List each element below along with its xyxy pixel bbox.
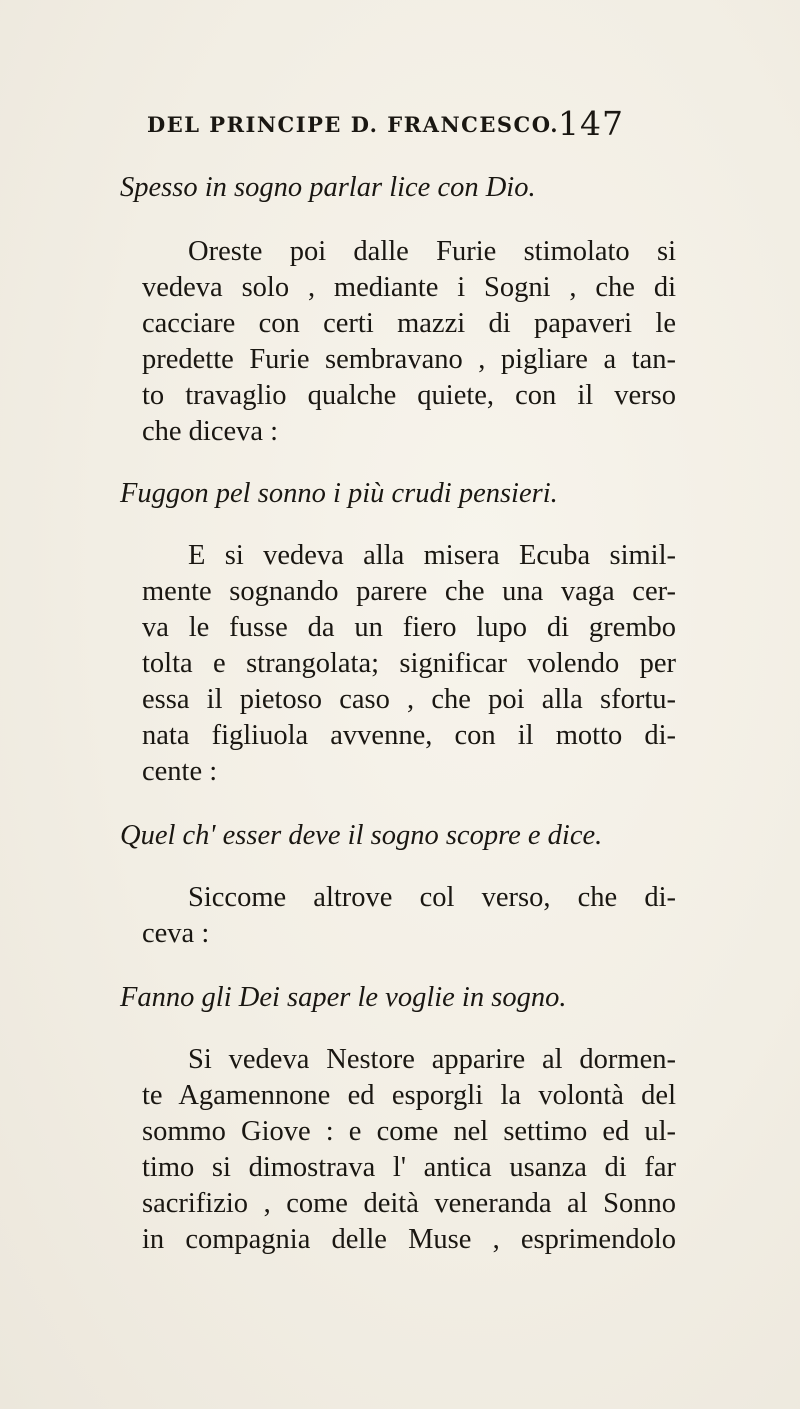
text-line: in compagnia delle Muse , esprimendolo <box>142 1224 676 1255</box>
text-line: che diceva : <box>142 416 279 447</box>
body-text <box>90 170 676 1258</box>
text-line: sommo Giove : e come nel settimo ed ul- <box>142 1116 676 1147</box>
paragraph <box>90 234 676 450</box>
page-number: 147 <box>558 104 624 143</box>
text-line: to travaglio qualche quiete, con il verso <box>142 380 676 411</box>
text-line: E si vedeva alla misera Ecuba simil- <box>188 540 676 571</box>
text-line: predette Furie sembravano , pigliare a tan- <box>142 344 676 375</box>
text-line: cacciare con certi mazzi di papaveri le <box>142 308 676 339</box>
text-line: tolta e strangolata; significar volendo per <box>142 648 676 679</box>
text-line: te Agamennone ed esporgli la volontà del <box>142 1080 676 1111</box>
text-line: Si vedeva Nestore apparire al dormen- <box>188 1044 676 1075</box>
paragraph <box>90 538 676 790</box>
text-line: essa il pietoso caso , che poi alla sfortu- <box>142 684 676 715</box>
text-line: Oreste poi dalle Furie stimolato si <box>188 236 676 267</box>
verse-quote: Quel ch' esser deve il sogno scopre e dice. <box>120 820 603 851</box>
text-line: nata figliuola avvenne, con il motto di- <box>142 720 676 751</box>
verse-quote: Spesso in sogno parlar lice con Dio. <box>120 172 536 203</box>
text-line: mente sognando parere che una vaga cer- <box>142 576 676 607</box>
text-line: cente : <box>142 756 218 787</box>
text-line: va le fusse da un fiero lupo di grembo <box>142 612 676 643</box>
text-line: ceva : <box>142 918 210 949</box>
paragraph <box>90 1042 676 1258</box>
running-header <box>0 104 800 148</box>
running-title: DEL PRINCIPE D. FRANCESCO. <box>147 112 560 137</box>
verse-quote: Fuggon pel sonno i più crudi pensieri. <box>120 478 558 509</box>
text-line: vedeva solo , mediante i Sogni , che di <box>142 272 676 303</box>
text-line: Siccome altrove col verso, che di- <box>188 882 676 913</box>
paragraph <box>90 880 676 952</box>
text-line: sacrifizio , come deità veneranda al Sonno <box>142 1188 676 1219</box>
text-line: timo si dimostrava l' antica usanza di far <box>142 1152 676 1183</box>
verse-quote: Fanno gli Dei saper le voglie in sogno. <box>120 982 567 1013</box>
